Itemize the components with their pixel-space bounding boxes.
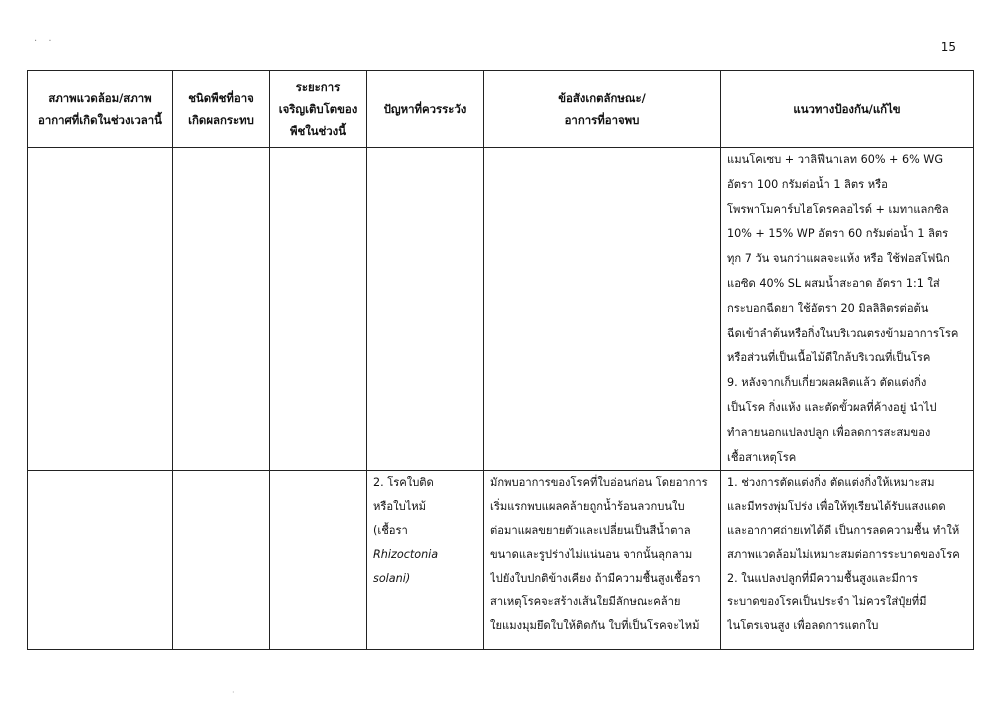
header-problem: ปัญหาที่ควรระวัง <box>367 71 484 148</box>
cell-guidance <box>721 471 974 650</box>
cell-growth-stage <box>270 148 367 471</box>
pathogen-name: solani) <box>373 571 411 585</box>
header-guidance: แนวทางป้องกัน/แก้ไข <box>721 71 974 148</box>
cell-guidance <box>721 148 974 471</box>
cell-symptoms <box>484 148 721 471</box>
pathogen-name: Rhizoctonia <box>373 547 439 561</box>
symptoms-text: มักพบอาการของโรคที่ใบอ่อนก่อน โดยอาการ เริ่มแรกพบแผลคล้ายถูกน้ำร้อนลวกบนใบ ต่อมาแผลขยายตัวและเปลี่ยนเป็นสีน้ำตาล ขนาดและรูปร่างไม่แน่นอน จากนั้นลุกลาม ไปยังใบปกติข้างเคียง ถ้ามีความชื้นสูงเชื้อรา สาเหตุโรคจะสร้างเส้นใยมีลักษณะคล้าย ใยแมงมุมยึดใบให้ติดกัน ใบที่เป็นโรคจะไหม้ <box>490 476 708 633</box>
cell-environment <box>28 471 173 650</box>
scan-speck: · <box>232 688 235 697</box>
page-number: 15 <box>940 40 956 54</box>
cell-affected-crop <box>173 471 270 650</box>
header-growth-stage: ระยะการ เจริญเติบโตของ พืชในช่วงนี้ <box>270 71 367 148</box>
table-header-row <box>28 71 974 148</box>
guidance-text: 1. ช่วงการตัดแต่งกิ่ง ตัดแต่งกิ่งให้เหมาะสม และมีทรงพุ่มโปร่ง เพื่อให้ทุเรียนได้รับแสงแดด และอากาศถ่ายเทได้ดี เป็นการลดความชื้น ทำให้ สภาพแวดล้อมไม่เหมาะสมต่อการระบาดของโรค 2. ในแปลงปลูกที่มีความชื้นสูงและมีการ ระบาดของโรคเป็นประจำ ไม่ควรใส่ปุ๋ยที่มี ไนโตรเจนสูง เพื่อลดการแตกใบ <box>727 476 960 633</box>
cell-growth-stage <box>270 471 367 650</box>
cell-symptoms <box>484 471 721 650</box>
header-symptoms: ข้อสังเกตลักษณะ/ อาการที่อาจพบ <box>484 71 721 148</box>
header-affected-crop: ชนิดพืชที่อาจ เกิดผลกระทบ <box>173 71 270 148</box>
crop-disease-table <box>27 70 974 650</box>
cell-problem <box>367 471 484 650</box>
problem-text: 2. โรคใบติด หรือใบไหม้ (เชื้อรา Rhizoctonia solani) <box>373 471 477 590</box>
cell-affected-crop <box>173 148 270 471</box>
guidance-text: แมนโคเซบ + วาลิฟีนาเลท 60% + 6% WG อัตรา 100 กรัมต่อน้ำ 1 ลิตร หรือ โพรพาโมคาร์บไฮโดรคลอไรด์ + เมทาแลกซิล 10% + 15% WP อัตรา 60 กรัมต่อน้ำ 1 ลิตร ทุก 7 วัน จนกว่าแผลจะแห้ง หรือ ใช้ฟอสโฟนิก แอซิด 40% SL ผสมน้ำสะอาด อัตรา 1:1 ใส่ กระบอกฉีดยา ใช้อัตรา 20 มิลลิลิตรต่อต้น ฉีดเข้าลำต้นหรือกิ่งในบริเวณตรงข้ามอาการโรค หรือส่วนที่เป็นเนื้อไม้ดีใกล้บริเวณที่เป็นโรค 9. หลังจากเก็บเกี่ยวผลผลิตแล้ว ตัดแต่งกิ่ง เป็นโรค กิ่งแห้ง และตัดขั้วผลที่ค้างอยู่ นำไป ทำลายนอกแปลงปลูก เพื่อลดการสะสมของ เชื้อสาเหตุโรค <box>727 153 959 464</box>
table-row <box>28 471 974 650</box>
header-environment: สภาพแวดล้อม/สภาพ อากาศที่เกิดในช่วงเวลานี้ <box>28 71 173 148</box>
scan-specks: · · <box>34 36 56 47</box>
cell-environment <box>28 148 173 471</box>
cell-problem <box>367 148 484 471</box>
table-row <box>28 148 974 471</box>
